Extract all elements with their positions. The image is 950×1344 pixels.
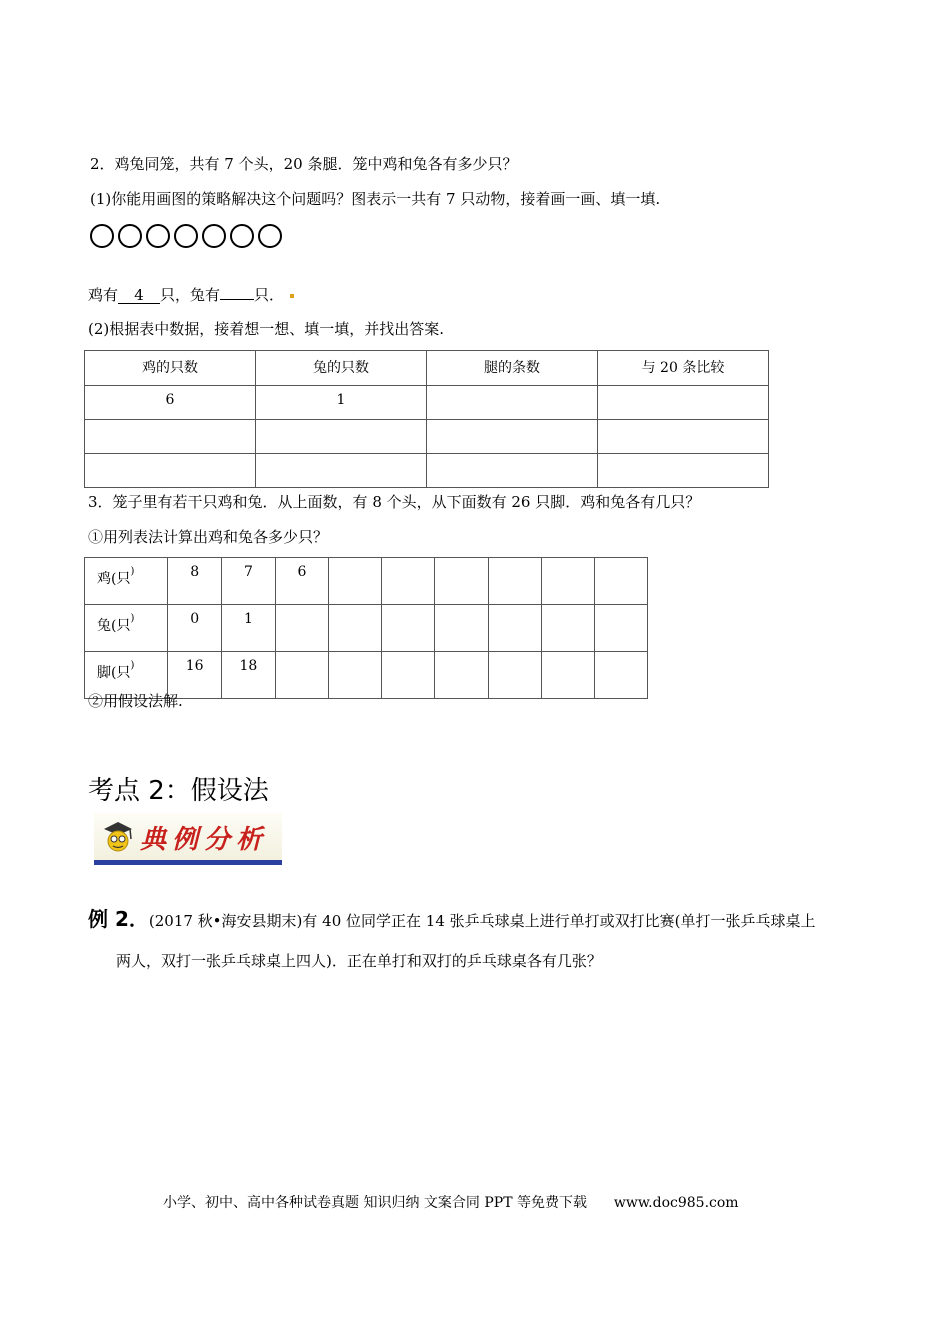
table-cell[interactable]: [435, 558, 488, 605]
table-row: [85, 386, 769, 420]
table-cell[interactable]: [541, 558, 594, 605]
table-cell[interactable]: [426, 420, 597, 454]
table-cell[interactable]: [597, 386, 768, 420]
answer-mid: 只，兔有: [160, 286, 221, 304]
header-cell: 腿的条数: [426, 351, 597, 386]
q2-data-table: [84, 350, 769, 488]
q3-list-table: [84, 557, 648, 699]
answer-suffix: 只．: [254, 286, 285, 304]
circle-shape: [118, 224, 142, 248]
footer: [163, 1192, 739, 1212]
table-cell[interactable]: [85, 454, 256, 488]
table-cell: 0: [168, 605, 222, 652]
footer-url[interactable]: www.doc985.com: [613, 1195, 739, 1211]
table-cell[interactable]: [541, 652, 594, 699]
example-text-line2: 两人，双打一张乒乓球桌上四人)．正在单打和双打的乒乓球桌各有几张？: [116, 952, 602, 970]
table-cell[interactable]: [85, 420, 256, 454]
table-cell[interactable]: [488, 605, 541, 652]
q2-answer-line: [88, 284, 294, 305]
table-cell[interactable]: [488, 652, 541, 699]
table-cell[interactable]: [329, 652, 382, 699]
q2-part2: (2)根据表中数据，接着想一想、填一填，并找出答案.: [88, 320, 445, 338]
table-cell[interactable]: [541, 605, 594, 652]
table-cell[interactable]: [426, 454, 597, 488]
example2-first-line: [88, 903, 816, 932]
table-cell[interactable]: [597, 420, 768, 454]
table-cell[interactable]: [594, 605, 647, 652]
circle-shape: [146, 224, 170, 248]
q3-title: 3．笼子里有若干只鸡和兔．从上面数，有 8 个头，从下面数有 26 只脚．鸡和兔各有几只？: [88, 493, 701, 511]
header-cell: 鸡的只数: [85, 351, 256, 386]
answer-prefix: 鸡有: [88, 286, 119, 304]
example-text-line1: (2017 秋•海安县期末)有 40 位同学正在 14 张乒乓球桌上进行单打或双打比赛(单打一张乒乓球桌上: [148, 912, 816, 930]
table-cell[interactable]: [435, 605, 488, 652]
circle-shape: [202, 224, 226, 248]
table-cell[interactable]: [255, 420, 426, 454]
table-cell: 7: [222, 558, 276, 605]
table-cell[interactable]: [435, 652, 488, 699]
row-label: 脚(只): [85, 652, 168, 699]
table-cell: 16: [168, 652, 222, 699]
q2-part1: (1)你能用画图的策略解决这个问题吗？图表示一共有 7 只动物，接着画一画、填一填.: [90, 190, 661, 208]
table-cell: 1: [222, 605, 276, 652]
q2-title: 2．鸡兔同笼，共有 7 个头，20 条腿．笼中鸡和兔各有多少只？: [90, 155, 518, 173]
table-cell[interactable]: [488, 558, 541, 605]
row-label: 兔(只): [85, 605, 168, 652]
circle-shape: [174, 224, 198, 248]
table-cell[interactable]: [597, 454, 768, 488]
table-cell[interactable]: [382, 652, 435, 699]
header-cell: 与 20 条比较: [597, 351, 768, 386]
scholar-icon: [98, 817, 138, 857]
table-cell[interactable]: [382, 605, 435, 652]
animal-circles: [90, 224, 282, 248]
table-cell[interactable]: [426, 386, 597, 420]
table-row: [85, 454, 769, 488]
circle-shape: [90, 224, 114, 248]
table-row: [85, 605, 648, 652]
example-badge: [94, 813, 282, 865]
table-cell[interactable]: [329, 558, 382, 605]
q3-part1: ①用列表法计算出鸡和兔各多少只？: [88, 528, 329, 546]
row-label: 鸡(只): [85, 558, 168, 605]
table-cell: 8: [168, 558, 222, 605]
footer-text: 小学、初中、高中各种试卷真题 知识归纳 文案合同 PPT 等免费下载: [163, 1195, 587, 1211]
section-heading: 考点 2：假设法: [88, 776, 269, 806]
q3-part2: ②用假设法解.: [88, 692, 183, 710]
chicken-answer-blank[interactable]: 4: [118, 287, 160, 304]
table-cell[interactable]: [594, 558, 647, 605]
circle-shape: [230, 224, 254, 248]
rabbit-answer-blank[interactable]: [220, 299, 254, 300]
table-cell: 6: [275, 558, 328, 605]
example-label: 例 2．: [88, 907, 149, 931]
cursor-mark: [290, 294, 294, 298]
table-cell[interactable]: [382, 558, 435, 605]
table-cell[interactable]: [329, 605, 382, 652]
table-cell: 18: [222, 652, 276, 699]
table-cell: 6: [85, 386, 256, 420]
badge-label: 典例分析: [140, 825, 269, 855]
circle-shape: [258, 224, 282, 248]
table-row: [85, 420, 769, 454]
table-cell[interactable]: [275, 652, 328, 699]
table-cell: 1: [255, 386, 426, 420]
table-header-row: [85, 351, 769, 386]
table-cell[interactable]: [255, 454, 426, 488]
table-cell[interactable]: [275, 605, 328, 652]
header-cell: 兔的只数: [255, 351, 426, 386]
table-cell[interactable]: [594, 652, 647, 699]
table-row: [85, 558, 648, 605]
